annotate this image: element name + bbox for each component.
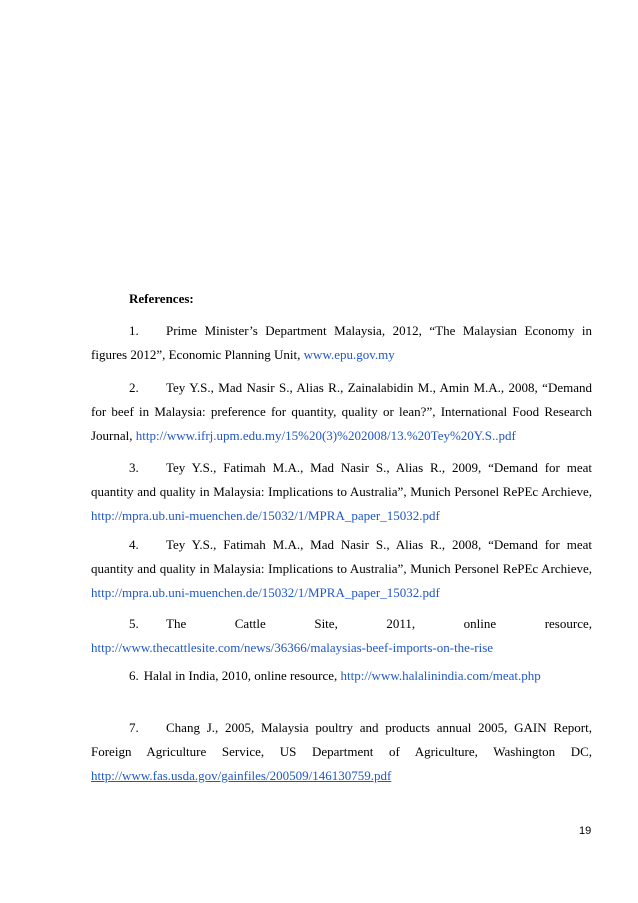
reference-text: Chang J., 2005, Malaysia poultry and products annual 2005, GAIN Report, Foreign Agriculture Service, US Department of Agriculture, Washington DC, <box>91 720 592 759</box>
reference-link[interactable]: www.epu.gov.my <box>303 347 395 362</box>
reference-text: Tey Y.S., Fatimah M.A., Mad Nasir S., Alias R., 2008, “Demand for meat quantity and quality in Malaysia: Implications to Australia”, Munich Personel RePEc Archieve, <box>91 537 592 576</box>
reference-link[interactable]: http://mpra.ub.uni-muenchen.de/15032/1/MPRA_paper_15032.pdf <box>91 585 440 600</box>
reference-item-1 <box>91 319 592 367</box>
page-number: 19 <box>579 825 592 837</box>
reference-number: 7. <box>129 720 139 735</box>
reference-text: The Cattle Site, 2011, online resource, <box>166 616 592 631</box>
reference-number: 3. <box>129 460 139 475</box>
reference-text: Tey Y.S., Fatimah M.A., Mad Nasir S., Alias R., 2009, “Demand for meat quantity and quality in Malaysia: Implications to Australia”, Munich Personel RePEc Archieve, <box>91 460 592 499</box>
reference-item-2 <box>91 376 592 448</box>
reference-link[interactable]: http://www.halalinindia.com/meat.php <box>340 668 541 683</box>
reference-item-7 <box>91 716 592 788</box>
reference-text: Prime Minister’s Department Malaysia, 2012, “The Malaysian Economy in figures 2012”, Economic Planning Unit, <box>91 323 592 362</box>
reference-link[interactable]: http://mpra.ub.uni-muenchen.de/15032/1/MPRA_paper_15032.pdf <box>91 508 440 523</box>
reference-item-6 <box>91 664 592 688</box>
reference-link[interactable]: http://www.thecattlesite.com/news/36366/malaysias-beef-imports-on-the-rise <box>91 640 494 655</box>
reference-item-3 <box>91 456 592 528</box>
reference-number: 4. <box>129 537 139 552</box>
reference-link[interactable]: http://www.ifrj.upm.edu.my/15%20(3)%202008/13.%20Tey%20Y.S..pdf <box>135 428 516 443</box>
reference-number: 5. <box>129 616 139 631</box>
reference-item-4 <box>91 533 592 605</box>
reference-number: 1. <box>129 323 139 338</box>
reference-number: 6. <box>129 668 139 683</box>
reference-item-5 <box>91 612 592 660</box>
references-heading: References: <box>129 291 194 306</box>
reference-link[interactable]: http://www.fas.usda.gov/gainfiles/200509/146130759.pdf <box>91 768 392 783</box>
reference-text: Halal in India, 2010, online resource, <box>143 668 341 683</box>
reference-number: 2. <box>129 380 139 395</box>
reference-text: Tey Y.S., Mad Nasir S., Alias R., Zainalabidin M., Amin M.A., 2008, “Demand for beef in Malaysia: preference for quantity, quality or lean?”, International Food Research Journal, <box>91 380 592 443</box>
